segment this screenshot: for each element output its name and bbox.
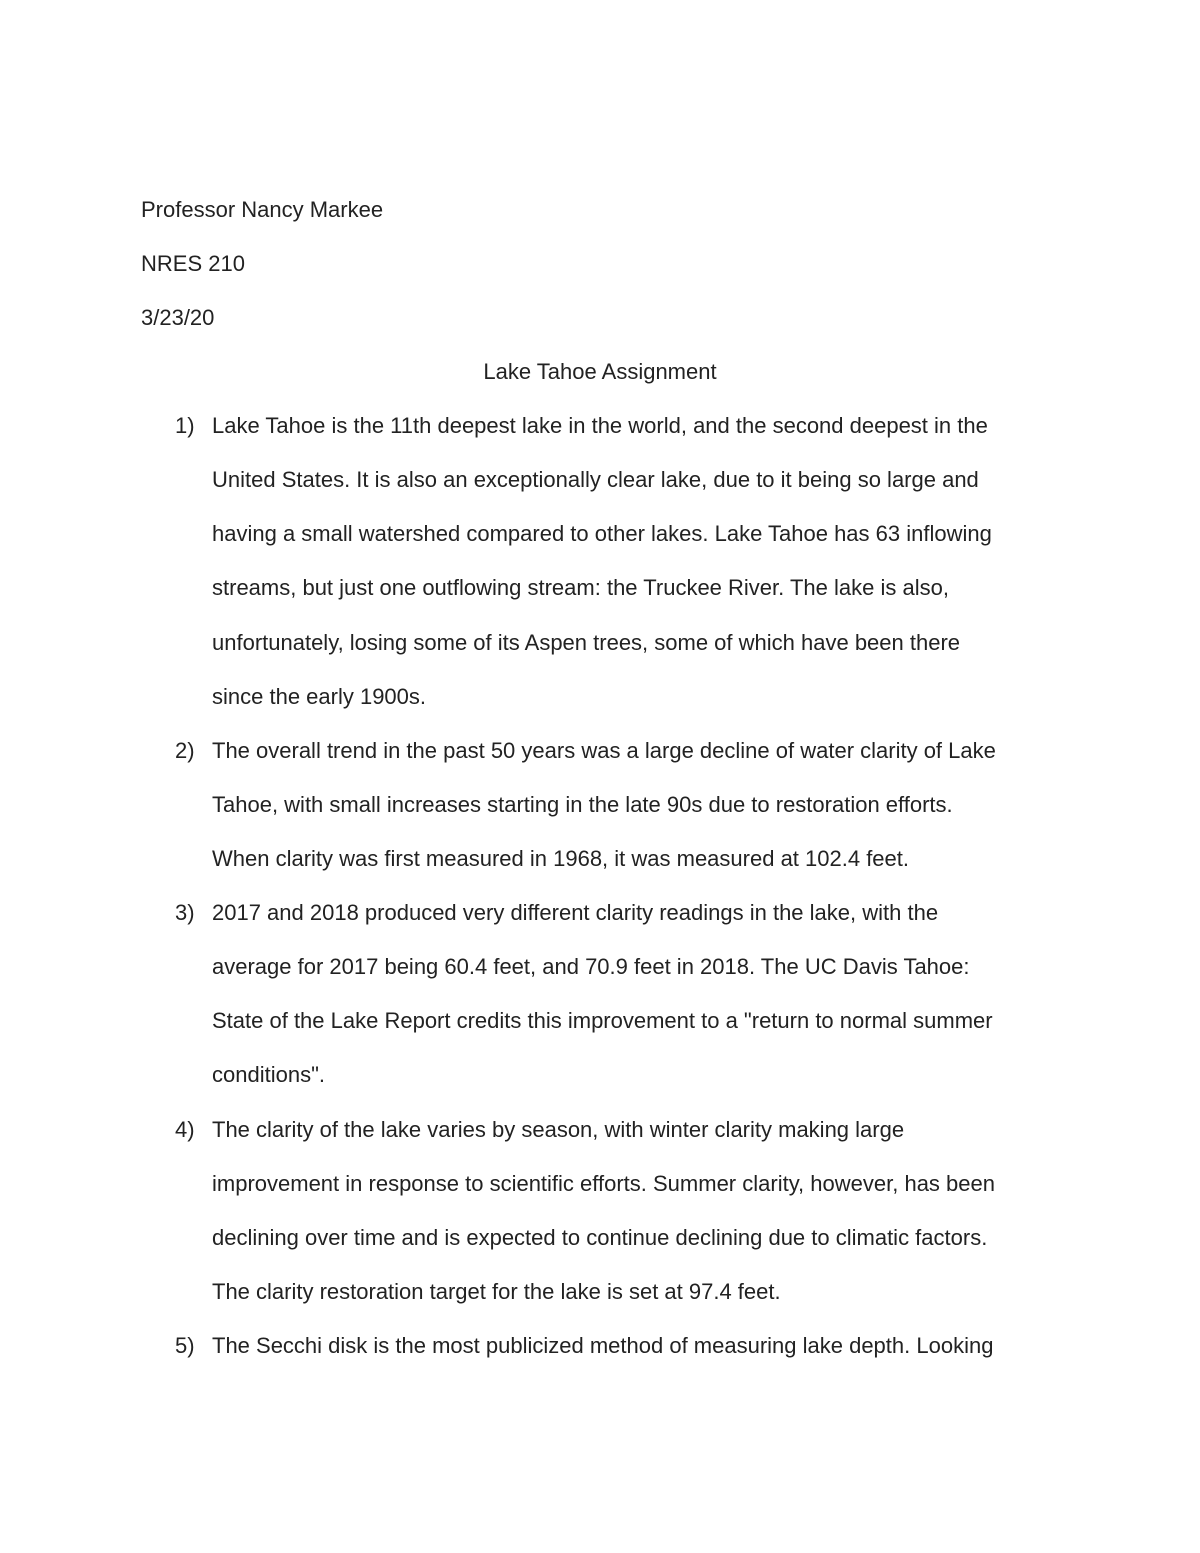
list-item-line: Tahoe, with small increases starting in the late 90s due to restoration efforts. <box>212 792 953 817</box>
list-item-line: average for 2017 being 60.4 feet, and 70.9 feet in 2018. The UC Davis Tahoe: <box>212 954 970 979</box>
list-item-line: United States. It is also an exceptionally clear lake, due to it being so large and <box>212 467 979 492</box>
list-item-line: streams, but just one outflowing stream: the Truckee River. The lake is also, <box>212 575 949 600</box>
list-item-number: 5) <box>175 1333 195 1358</box>
list-item-line: declining over time and is expected to continue declining due to climatic factors. <box>212 1225 988 1250</box>
list-item-number: 4) <box>175 1117 195 1142</box>
list-item-line: improvement in response to scientific efforts. Summer clarity, however, has been <box>212 1171 995 1196</box>
list-item-line: The clarity of the lake varies by season, with winter clarity making large <box>212 1117 905 1142</box>
list-item-number: 1) <box>175 413 195 438</box>
list-item-line: Lake Tahoe is the 11th deepest lake in the world, and the second deepest in the <box>212 413 988 438</box>
list-item-line: 2017 and 2018 produced very different clarity readings in the lake, with the <box>212 900 939 925</box>
list-item-line: unfortunately, losing some of its Aspen trees, some of which have been there <box>212 630 961 655</box>
list-item-line: having a small watershed compared to other lakes. Lake Tahoe has 63 inflowing <box>212 521 992 546</box>
list-item-line: conditions". <box>212 1062 325 1087</box>
assignment-date: 3/23/20 <box>141 305 215 330</box>
professor-name: Professor Nancy Markee <box>141 197 384 222</box>
list-item-line: The Secchi disk is the most publicized method of measuring lake depth. Looking <box>212 1333 994 1358</box>
course-code: NRES 210 <box>141 251 245 276</box>
document-title: Lake Tahoe Assignment <box>483 359 717 384</box>
list-item-number: 3) <box>175 900 195 925</box>
list-item-line: since the early 1900s. <box>212 684 427 709</box>
list-item-number: 2) <box>175 738 195 763</box>
list-item-line: The clarity restoration target for the lake is set at 97.4 feet. <box>212 1279 781 1304</box>
list-item-line: When clarity was first measured in 1968, it was measured at 102.4 feet. <box>212 846 909 871</box>
list-item-line: The overall trend in the past 50 years was a large decline of water clarity of Lake <box>212 738 996 763</box>
list-item-line: State of the Lake Report credits this improvement to a "return to normal summer <box>212 1008 993 1033</box>
